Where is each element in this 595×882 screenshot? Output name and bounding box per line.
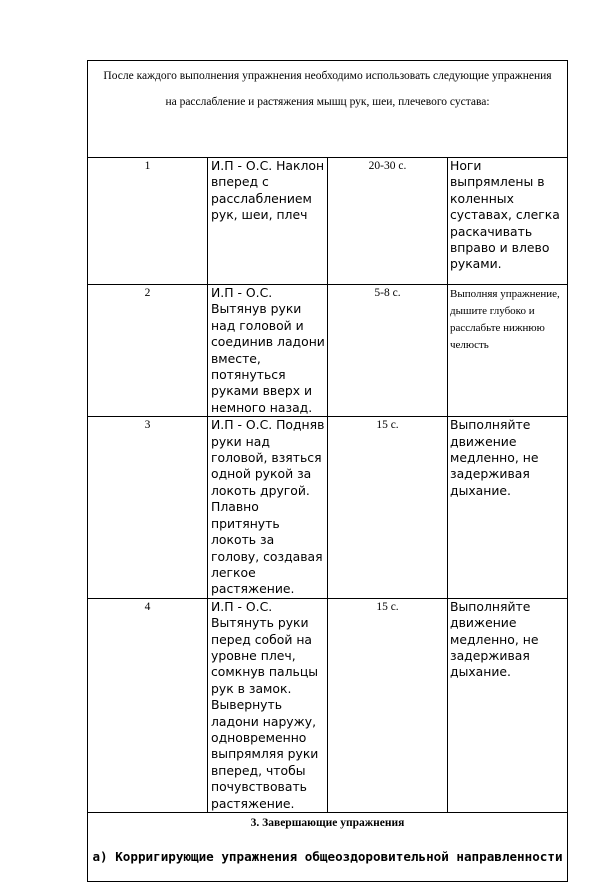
exercise-duration: 20-30 с. — [328, 158, 448, 285]
exercise-description: И.П - О.С. Вытянув руки над головой и соединив ладони вместе, потянуться руками вверх и немного назад. — [208, 285, 328, 417]
table-row — [88, 417, 568, 598]
final-row — [88, 813, 568, 882]
final-section — [88, 813, 568, 882]
exercise-note: Выполняйте движение медленно, не задерживая дыхание. — [448, 598, 568, 812]
exercise-note: Выполняйте движение медленно, не задерживая дыхание. — [448, 417, 568, 598]
row-number: 2 — [88, 285, 208, 417]
table-row — [88, 285, 568, 417]
row-number: 4 — [88, 598, 208, 812]
row-number: 3 — [88, 417, 208, 598]
row-number: 1 — [88, 158, 208, 285]
exercise-description: И.П - О.С. Вытянуть руки перед собой на уровне плеч, сомкнув пальцы рук в замок. Вывернуть ладони наружу, одновременно выпрямляя руки вперед, чтобы почувствовать растяжение. — [208, 598, 328, 812]
exercise-note: Ноги выпрямлены в коленных суставах, слегка раскачивать вправо и влево руками. — [448, 158, 568, 285]
table-row — [88, 158, 568, 285]
intro-text: После каждого выполнения упражнения необходимо использовать следующие упражнения на расслабление и растяжения мышц рук, шеи, плечевого сустава: — [88, 61, 568, 158]
exercise-table — [87, 60, 568, 882]
intro-row — [88, 61, 568, 158]
exercise-duration: 15 с. — [328, 598, 448, 812]
exercise-description: И.П - О.С. Подняв руки над головой, взяться одной рукой за локоть другой. Плавно притянуть локоть за голову, создавая легкое растяжение. — [208, 417, 328, 598]
exercise-duration: 5-8 с. — [328, 285, 448, 417]
table-row — [88, 598, 568, 812]
exercise-duration: 15 с. — [328, 417, 448, 598]
section-title: 3. Завершающие упражнения — [250, 817, 405, 829]
exercise-description: И.П - О.С. Наклон вперед с расслаблением рук, шеи, плеч — [208, 158, 328, 285]
exercise-note: Выполняя упражнение, дышите глубоко и расслабьте нижнюю челюсть — [448, 285, 568, 417]
section-subtitle: а) Корригирующие упражнения общеоздоровительной направленности — [92, 849, 563, 864]
